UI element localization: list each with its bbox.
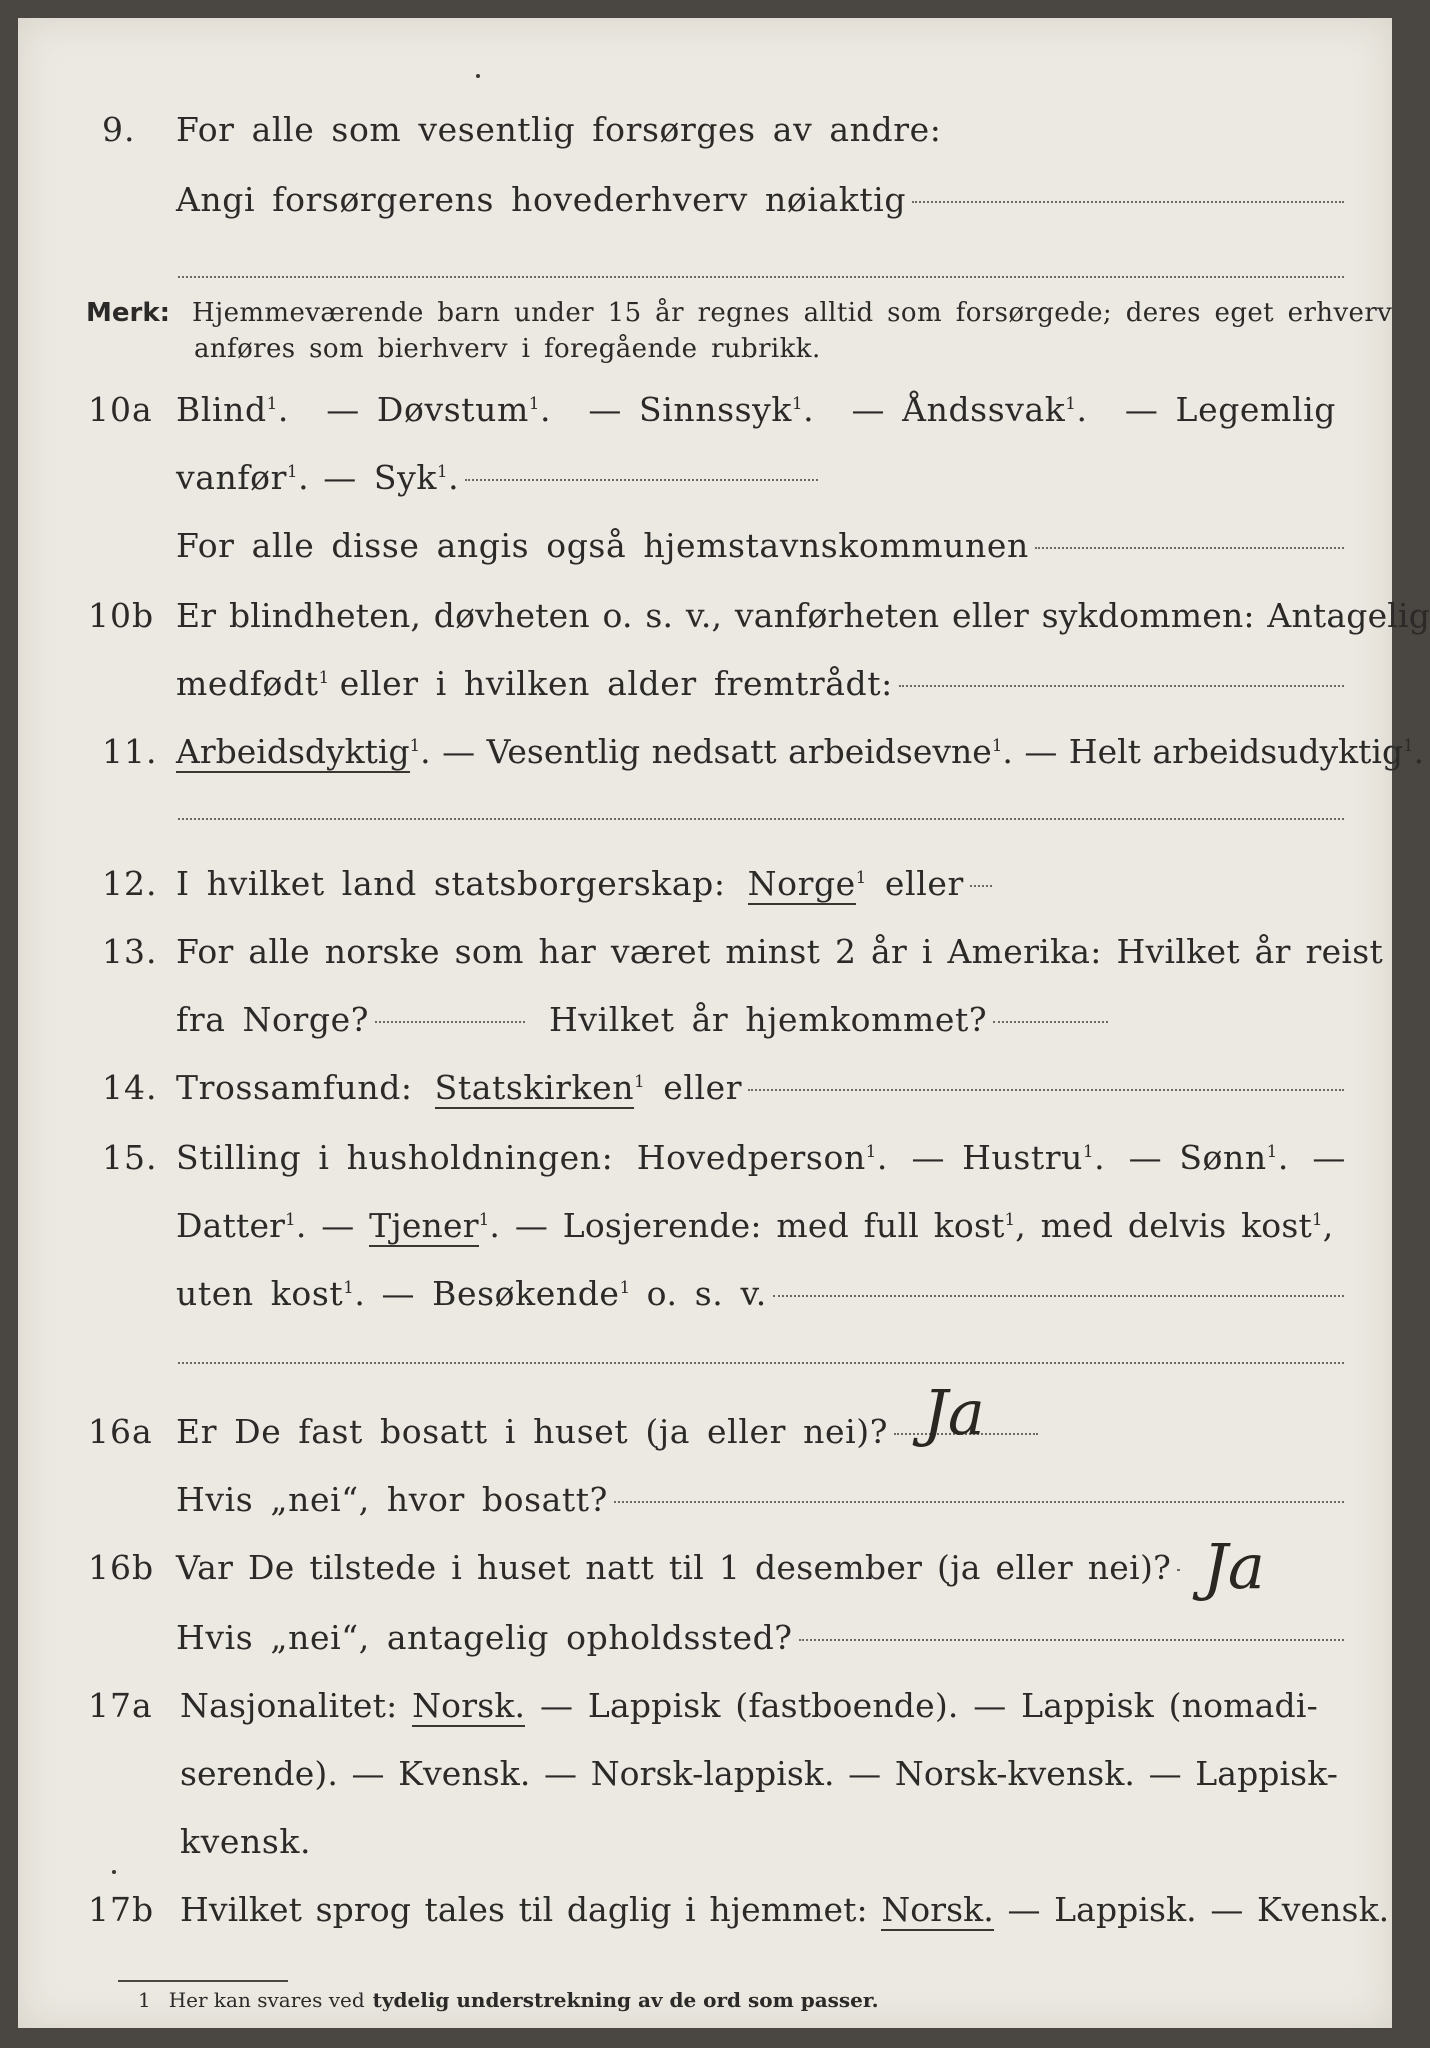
option-besokende[interactable]: — Besøkende$^1$: [381, 1274, 631, 1313]
question-16b: [18, 1548, 1178, 1587]
answer-line[interactable]: [970, 884, 992, 887]
question-16a: [18, 1412, 1038, 1451]
question-text: Hvis „nei“, hvor bosatt?: [176, 1480, 608, 1519]
handwritten-answer-16a[interactable]: Ja: [923, 1376, 985, 1449]
question-text: eller: [663, 1068, 743, 1107]
footnote-mark: 1: [138, 1988, 151, 2012]
option-blind[interactable]: Blind$^1$.: [176, 390, 289, 429]
question-text: Er blindheten, døvheten o. s. v., vanførheten eller sykdommen: Antagelig: [176, 596, 1430, 635]
question-text: o. s. v.: [646, 1274, 767, 1313]
option-arbeidsdyktig-underlined[interactable]: Arbeidsdyktig: [176, 732, 410, 771]
question-number: 14.: [102, 1068, 158, 1107]
question-text: Hvis „nei“, antagelig opholdssted?: [176, 1618, 793, 1657]
ink-speck: [112, 1870, 116, 1874]
question-text: Var De tilstede i huset natt til 1 desember (ja eller nei)?: [176, 1548, 1172, 1587]
question-number: 16a: [88, 1412, 153, 1451]
question-12: 12. I hvilket land statsborgerskap: Norge$^1$ eller: [18, 864, 1392, 903]
option-norge-underlined[interactable]: Norge: [747, 864, 856, 903]
option-datter[interactable]: Datter: [176, 1206, 286, 1245]
option-hovedperson[interactable]: Hovedperson$^1$.: [636, 1138, 888, 1177]
dash: —: [1312, 1138, 1346, 1177]
question-text: For alle disse angis også hjemstavnskommunen: [176, 526, 1029, 565]
question-text: Stilling i husholdningen:: [176, 1138, 614, 1177]
question-10b: [18, 596, 1430, 635]
question-text: Trossamfund:: [176, 1068, 413, 1107]
option-syk[interactable]: — Syk$^1$.: [323, 458, 460, 497]
question-text: eller: [884, 864, 964, 903]
answer-line[interactable]: [178, 276, 1344, 278]
note-merk-line2: [18, 334, 1392, 364]
question-16a-line2: [18, 1480, 1392, 1519]
question-text: For alle norske som har været minst 2 år i Amerika: Hvilket år reist: [176, 932, 1384, 971]
nationality-options[interactable]: — Lappisk (fastboende). — Lappisk (nomadi-: [539, 1686, 1318, 1725]
answer-line[interactable]: [375, 1020, 525, 1023]
language-options[interactable]: — Lappisk. — Kvensk.: [1007, 1890, 1390, 1929]
question-text: Hvilket år hjemkommet?: [549, 1000, 988, 1039]
question-number: 12.: [102, 864, 158, 903]
question-number: 15.: [102, 1138, 158, 1177]
option-hustru[interactable]: — Hustru$^1$.: [911, 1138, 1106, 1177]
option-uten-kost[interactable]: uten kost$^1$.: [176, 1274, 366, 1313]
answer-line[interactable]: [465, 478, 818, 481]
question-number: 10b: [88, 596, 155, 635]
nationality-options[interactable]: kvensk.: [180, 1822, 312, 1861]
handwritten-answer-16b[interactable]: Ja: [1203, 1530, 1265, 1603]
answer-line[interactable]: [1035, 546, 1344, 549]
question-10a-line3: [18, 526, 1392, 565]
question-text: For alle som vesentlig forsørges av andre:: [176, 110, 942, 149]
question-text: I hvilket land statsborgerskap:: [176, 864, 726, 903]
answer-line[interactable]: [912, 200, 1344, 203]
note-text: anføres som bierhverv i foregående rubrikk.: [194, 334, 821, 364]
option-sonn[interactable]: — Sønn$^1$.: [1128, 1138, 1289, 1177]
option-norsk-underlined[interactable]: Norsk.: [412, 1686, 526, 1725]
question-15-line2: Datter$^1$. — Tjener$^1$. — Losjerende: med full kost$^1$, med delvis kost$^1$,: [176, 1206, 1334, 1245]
question-10b-line2: medfødt$^1$ eller i hvilken alder fremtrådt:: [18, 664, 1392, 703]
question-text: eller i hvilken alder fremtrådt:: [339, 664, 893, 703]
option-udyktig[interactable]: — Helt arbeidsudyktig: [1024, 732, 1404, 771]
question-14: 14. Trossamfund: Statskirken$^1$ eller: [18, 1068, 1392, 1107]
question-number: 16b: [88, 1548, 155, 1587]
option-full-kost[interactable]: — Losjerende: med full kost: [514, 1206, 1005, 1245]
question-text: Nasjonalitet:: [180, 1686, 398, 1725]
option-andssvak[interactable]: — Åndssvak$^1$.: [851, 390, 1088, 429]
option-vanfor[interactable]: vanfør$^1$.: [176, 458, 310, 497]
question-10a-line2: [18, 458, 818, 497]
question-text: Er De fast bosatt i huset (ja eller nei)?: [176, 1412, 888, 1451]
question-number: 13.: [102, 932, 158, 971]
answer-line[interactable]: [899, 684, 1344, 687]
disability-options: [176, 390, 1336, 429]
nationality-options[interactable]: serende). — Kvensk. — Norsk-lappisk. — Norsk-kvensk. — Lappisk-: [180, 1754, 1338, 1793]
question-13: [18, 932, 1392, 971]
question-number: 9.: [102, 110, 136, 149]
question-17b: [18, 1890, 1392, 1929]
question-17a-line3: [18, 1822, 1392, 1861]
note-text: Hjemmeværende barn under 15 år regnes alltid som forsørgede; deres eget erhverv: [192, 298, 1393, 328]
question-number: 11.: [102, 732, 158, 771]
census-form-page: [18, 18, 1430, 2028]
footnote-bold-text: tydelig understrekning av de ord som passer.: [372, 1988, 879, 2012]
answer-line[interactable]: [178, 1362, 1344, 1364]
answer-line[interactable]: [614, 1500, 1344, 1503]
answer-line[interactable]: [178, 818, 1344, 820]
question-11: 11. Arbeidsdyktig$^1$. — Vesentlig nedsatt arbeidsevne$^1$. — Helt arbeidsudyktig$^1$.: [102, 732, 1425, 771]
answer-line[interactable]: [773, 1294, 1344, 1297]
question-text: Angi forsørgerens hovederhverv nøiaktig: [176, 180, 907, 219]
question-15-line3: [18, 1274, 1392, 1313]
footnote: [18, 1988, 1392, 2012]
option-medfodt[interactable]: medfødt: [176, 664, 319, 703]
option-nedsatt[interactable]: — Vesentlig nedsatt arbeidsevne: [442, 732, 992, 771]
question-17a-line2: [18, 1754, 1392, 1793]
ink-speck: [476, 74, 480, 78]
note-merk: [18, 298, 1392, 328]
answer-line[interactable]: [799, 1638, 1344, 1641]
question-10a: [18, 390, 1392, 429]
option-norsk-language-underlined[interactable]: Norsk.: [881, 1890, 994, 1929]
question-9: [18, 110, 1392, 149]
question-9-line2: [18, 180, 1392, 219]
option-sinnssyk[interactable]: — Sinnssyk$^1$.: [588, 390, 815, 429]
option-delvis-kost[interactable]: , med delvis kost: [1015, 1206, 1312, 1245]
note-label: Merk:: [86, 298, 171, 328]
question-17a: [18, 1686, 1392, 1725]
question-15: [18, 1138, 1392, 1177]
question-number: 17a: [88, 1686, 153, 1725]
option-tjener-underlined[interactable]: Tjener: [369, 1206, 479, 1245]
question-13-line2: [18, 1000, 1108, 1039]
answer-line[interactable]: [748, 1088, 1344, 1091]
question-text: Hvilket sprog tales til daglig i hjemmet:: [180, 1890, 868, 1929]
question-16b-line2: [18, 1618, 1392, 1657]
answer-line[interactable]: [993, 1020, 1108, 1023]
option-legemlig[interactable]: — Legemlig: [1124, 390, 1336, 429]
answer-line[interactable]: [1177, 1568, 1178, 1571]
option-dovstum[interactable]: — Døvstum$^1$.: [326, 390, 552, 429]
question-number: 17b: [88, 1890, 155, 1929]
question-number: 10a: [88, 390, 153, 429]
footnote-text: Her kan svares ved: [168, 1988, 365, 2012]
footnote-rule: [118, 1980, 288, 1982]
option-statskirken-underlined[interactable]: Statskirken: [434, 1068, 635, 1107]
question-text: fra Norge?: [176, 1000, 370, 1039]
